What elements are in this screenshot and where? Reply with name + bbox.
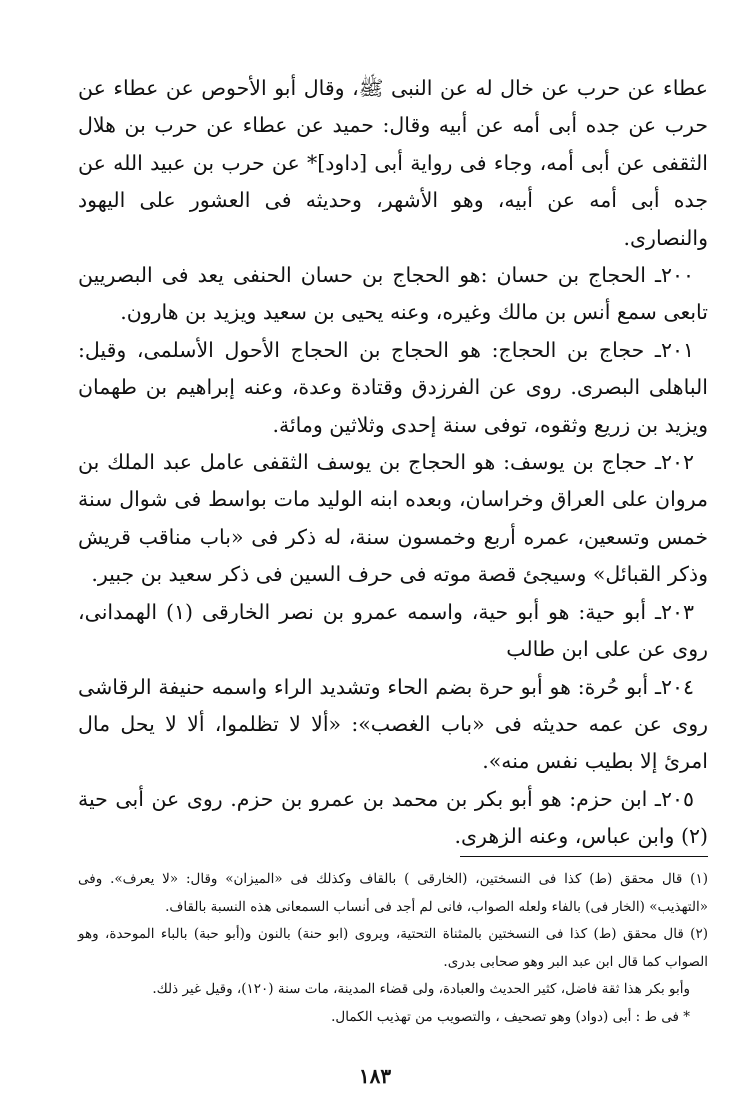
entry-201: ٢٠١ـ حجاج بن الحجاج: هو الحجاج بن الحجاج الأحول الأسلمى، وقيل: الباهلى البصرى. روى عن الفرزدق وقتادة وعدة، وعنه إبراهيم بن طهمان ويزيد بن زريع وثقوه، توفى سنة إحدى وثلاثين ومائة. bbox=[78, 337, 708, 437]
entry-203: ٢٠٣ـ أبو حية: هو أبو حية، واسمه عمرو بن نصر الخارقى (١) الهمدانى، روى عن على ابن طالب bbox=[78, 599, 708, 662]
continuation-paragraph: عطاء عن حرب عن خال له عن النبى ﷺ، وقال أبو الأحوص عن عطاء عن حرب عن جده أبى أمه عن أبيه وقال: حميد عن عطاء عن حرب بن هلال الثقفى عن أبى أمه، وجاء فى رواية أبى [داود]* عن حرب بن عبيد الله عن جده أبى أمه عن أبيه، وهو الأشهر، وحديثه فى العشور على اليهود والنصارى. bbox=[78, 76, 708, 250]
footnote-divider bbox=[460, 856, 708, 857]
footnote-2-continuation: وأبو بكر هذا ثقة فاضل، كثير الحديث والعبادة، ولى قضاء المدينة، مات سنة (١٢٠)، وقيل غير ذلك. bbox=[152, 981, 690, 998]
entry-204: ٢٠٤ـ أبو حُرة: هو أبو حرة بضم الحاء وتشديد الراء واسمه حنيفة الرقاشى روى عن عمه حديثه فى «باب الغصب»: «ألا لا تظلموا، ألا لا يحل مال امرئ إلا بطيب نفس منه». bbox=[78, 674, 708, 774]
entry-205: ٢٠٥ـ ابن حزم: هو أبو بكر بن محمد بن عمرو بن حزم. روى عن أبى حية (٢) وابن عباس، وعنه الزهرى. bbox=[78, 786, 708, 849]
footnote-asterisk: * فى ط : أبى (دواد) وهو تصحيف ، والتصويب من تهذيب الكمال. bbox=[331, 1008, 690, 1025]
page-number: ١٨٣ bbox=[358, 1064, 392, 1088]
entry-202: ٢٠٢ـ حجاج بن يوسف: هو الحجاج بن يوسف الثقفى عامل عبد الملك بن مروان على العراق وخراسان، وبعده ابنه الوليد مات بواسط فى شوال سنة خمس وتسعين، عمره أربع وخمسون سنة، له ذكر فى «باب مناقب قريش وذكر القبائل» وسيجئ قصة موته فى حرف السين فى ذكر سعيد بن جبير. bbox=[78, 450, 708, 587]
footnote-1: (١) قال محقق (ط) كذا فى النسختين، (الخارقى ) بالقاف وكذلك فى «الميزان» وقال: «لا يعرف». وفى «التهذيب» (الخار فى) بالفاء ولعله الصواب، فانى لم أجد فى أنساب السمعانى هذه النسبة بالقاف. bbox=[78, 871, 708, 915]
footnote-2: (٢) قال محقق (ط) كذا فى النسختين بالمثناة التحتية، ويروى (ابو حنة) بالنون و(أبو حبة) بالباء الموحدة، وهو الصواب كما قال ابن عبد البر وهو صحابى بدرى. bbox=[78, 926, 708, 970]
main-text bbox=[78, 70, 708, 856]
entry-200: ٢٠٠ـ الحجاج بن حسان :هو الحجاج بن حسان الحنفى يعد فى البصريين تابعى سمع أنس بن مالك وغيره، وعنه يحيى بن سعيد ويزيد بن هارون. bbox=[78, 263, 708, 325]
footnotes bbox=[78, 866, 708, 1032]
